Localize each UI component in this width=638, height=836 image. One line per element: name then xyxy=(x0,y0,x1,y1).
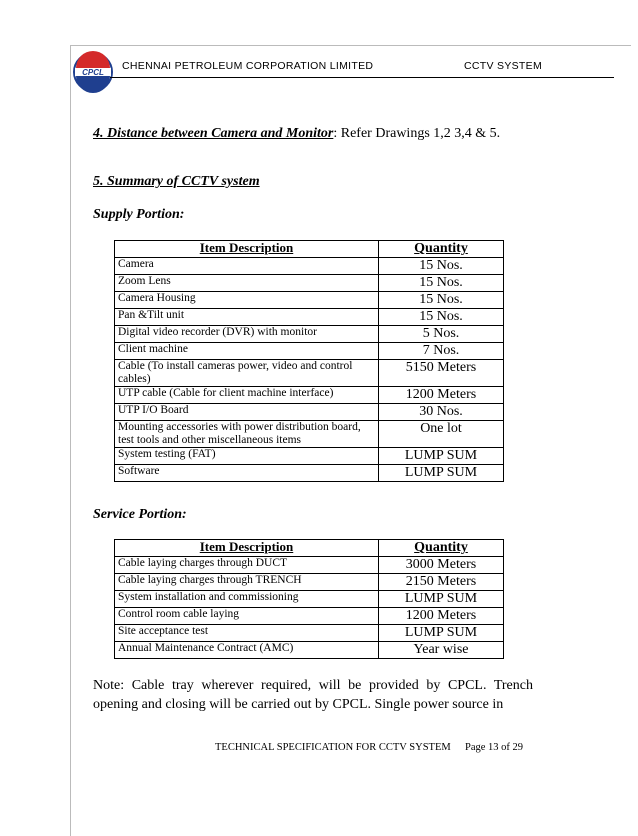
item-desc: System installation and commissioning xyxy=(115,591,379,608)
note-paragraph: Note: Cable tray wherever required, will be provided by CPCL. Trench opening and closing will be carried out by CPCL. Single power source in xyxy=(93,678,533,712)
item-desc: Cable (To install cameras power, video and control cables) xyxy=(115,360,379,387)
item-desc: Cable laying charges through DUCT xyxy=(115,557,379,574)
item-qty: LUMP SUM xyxy=(379,448,504,465)
item-desc: Cable laying charges through TRENCH xyxy=(115,574,379,591)
item-qty: 5150 Meters xyxy=(379,360,504,387)
item-desc: Zoom Lens xyxy=(115,275,379,292)
service-table xyxy=(114,539,504,659)
company-name: CHENNAI PETROLEUM CORPORATION LIMITED xyxy=(122,60,374,72)
supply-table-header xyxy=(115,241,504,258)
item-desc: System testing (FAT) xyxy=(115,448,379,465)
item-desc: Control room cable laying xyxy=(115,608,379,625)
item-qty: LUMP SUM xyxy=(379,625,504,642)
item-qty: Year wise xyxy=(379,642,504,659)
item-qty: 15 Nos. xyxy=(379,275,504,292)
item-desc: Camera xyxy=(115,258,379,275)
cpcl-logo-icon xyxy=(72,51,114,93)
item-qty: 3000 Meters xyxy=(379,557,504,574)
item-qty: 30 Nos. xyxy=(379,404,504,421)
item-desc: Client machine xyxy=(115,343,379,360)
item-qty: 1200 Meters xyxy=(379,387,504,404)
table-row xyxy=(115,292,504,309)
page-number: Page 13 of 29 xyxy=(465,742,524,753)
supply-col-qty: Quantity xyxy=(379,241,504,258)
section-4-heading: 4. Distance between Camera and Monitor xyxy=(93,126,334,141)
table-row xyxy=(115,326,504,343)
table-row xyxy=(115,608,504,625)
section-4 xyxy=(93,126,500,142)
item-desc: UTP I/O Board xyxy=(115,404,379,421)
item-qty: LUMP SUM xyxy=(379,465,504,482)
footer-title: TECHNICAL SPECIFICATION FOR CCTV SYSTEM xyxy=(215,742,451,753)
item-qty: 15 Nos. xyxy=(379,309,504,326)
table-row xyxy=(115,465,504,482)
section-4-text: : Refer Drawings 1,2 3,4 & 5. xyxy=(333,126,501,141)
system-name: CCTV SYSTEM xyxy=(464,60,542,72)
item-qty: One lot xyxy=(379,421,504,448)
item-qty: LUMP SUM xyxy=(379,591,504,608)
supply-portion-title: Supply Portion: xyxy=(93,207,185,222)
table-row xyxy=(115,642,504,659)
table-row xyxy=(115,591,504,608)
item-desc: Software xyxy=(115,465,379,482)
table-row xyxy=(115,309,504,326)
table-row xyxy=(115,404,504,421)
service-col-desc: Item Description xyxy=(115,540,379,557)
logo-text: CPCL xyxy=(82,68,104,77)
supply-table xyxy=(114,240,504,482)
table-row xyxy=(115,448,504,465)
item-qty: 7 Nos. xyxy=(379,343,504,360)
service-col-qty: Quantity xyxy=(379,540,504,557)
item-desc: UTP cable (Cable for client machine interface) xyxy=(115,387,379,404)
service-table-header xyxy=(115,540,504,557)
table-row xyxy=(115,421,504,448)
table-row xyxy=(115,275,504,292)
table-row xyxy=(115,387,504,404)
header-rule xyxy=(110,77,614,78)
service-portion-title: Service Portion: xyxy=(93,507,187,522)
item-desc: Mounting accessories with power distribution board, test tools and other miscellaneous items xyxy=(115,421,379,448)
item-desc: Site acceptance test xyxy=(115,625,379,642)
page-header xyxy=(70,45,630,95)
section-5-heading: 5. Summary of CCTV system xyxy=(93,174,260,189)
item-qty: 2150 Meters xyxy=(379,574,504,591)
table-row xyxy=(115,557,504,574)
table-row xyxy=(115,625,504,642)
table-row xyxy=(115,360,504,387)
item-qty: 15 Nos. xyxy=(379,258,504,275)
item-qty: 1200 Meters xyxy=(379,608,504,625)
table-row xyxy=(115,574,504,591)
table-row xyxy=(115,343,504,360)
item-desc: Annual Maintenance Contract (AMC) xyxy=(115,642,379,659)
item-desc: Digital video recorder (DVR) with monitor xyxy=(115,326,379,343)
table-row xyxy=(115,258,504,275)
supply-col-desc: Item Description xyxy=(115,241,379,258)
item-desc: Pan &Tilt unit xyxy=(115,309,379,326)
item-desc: Camera Housing xyxy=(115,292,379,309)
item-qty: 5 Nos. xyxy=(379,326,504,343)
item-qty: 15 Nos. xyxy=(379,292,504,309)
